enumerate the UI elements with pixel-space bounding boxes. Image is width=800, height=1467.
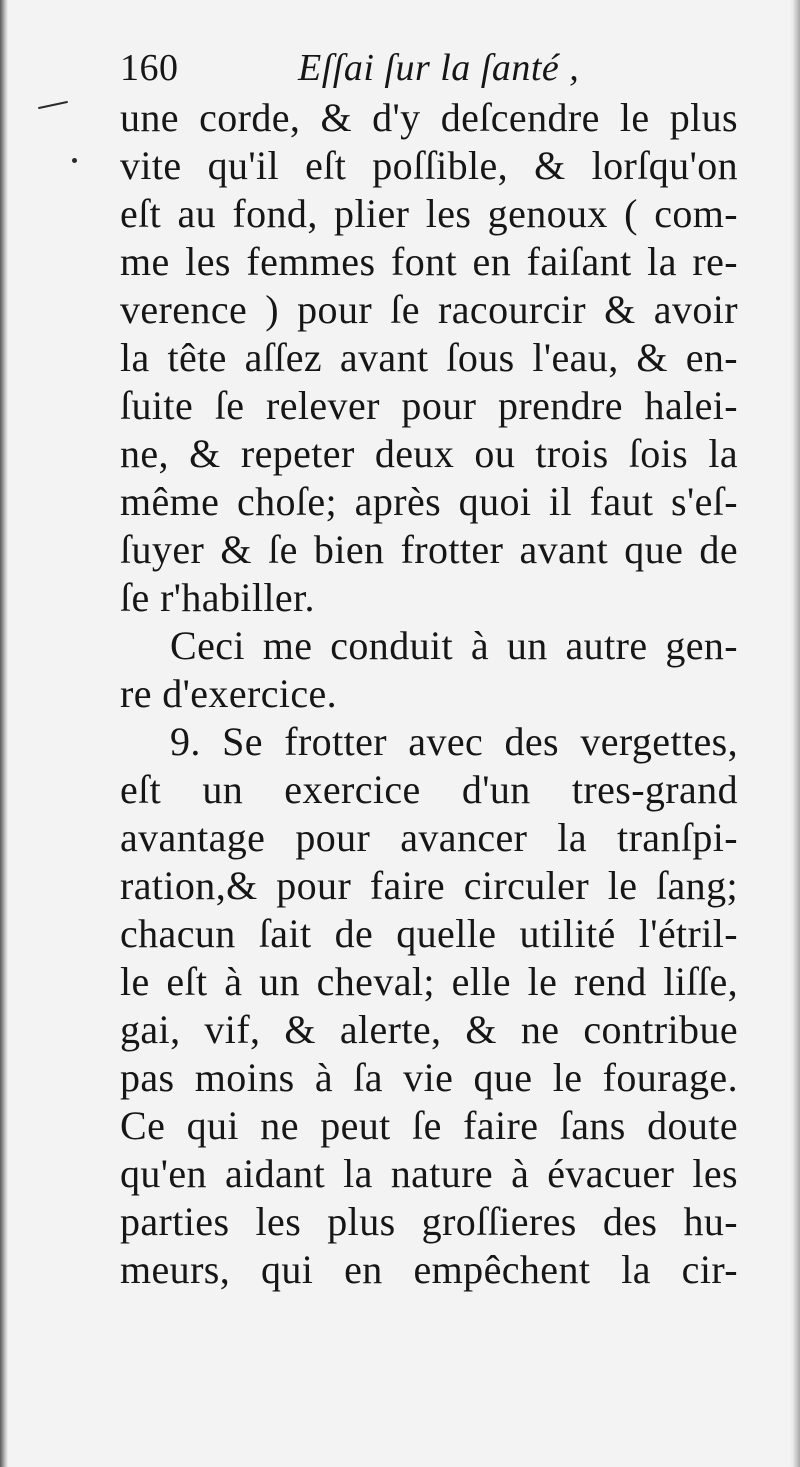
page-edge-shadow [790,0,800,1467]
text-line: meurs, qui en empêchent la cir- [120,1247,738,1292]
text-line: chacun ſait de quelle utilité l'étril- [120,911,738,956]
text-line: la tête aſſez avant ſous l'eau, & en- [120,335,738,380]
body-text [120,94,738,1294]
text-line: me les femmes font en faiſant la re- [120,239,738,284]
text-line: ne, & repeter deux ou trois ſois la [120,431,738,476]
text-line: eſt au fond, plier les genoux ( com- [120,191,738,236]
running-head [120,42,640,94]
text-line: parties les plus groſſieres des hu- [120,1199,738,1244]
text-line: ſuyer & ſe bien frotter avant que de [120,527,738,572]
margin-mark [38,101,68,109]
text-line: une corde, & d'y deſcendre le plus [120,95,738,140]
page-number: 160 [120,47,179,89]
text-line: eſt un exercice d'un tres-grand [120,767,738,812]
margin-mark [72,158,77,163]
text-line: même choſe; après quoi il faut s'eſ- [120,479,738,524]
text-line: ſe r'habiller. [120,575,315,620]
text-line: qu'en aidant la nature à évacuer les [120,1151,738,1196]
text-line: le eſt à un cheval; elle le rend liſſe, [120,959,738,1004]
text-line: Ce qui ne peut ſe faire ſans doute [120,1103,738,1148]
text-line: verence ) pour ſe racourcir & avoir [120,287,738,332]
text-line: ſuite ſe relever pour prendre halei- [120,383,738,428]
page-gutter-shadow [0,0,8,1467]
text-line: ration,& pour faire circuler le ſang; [120,863,738,908]
text-line: pas moins à ſa vie que le fourage. [120,1055,738,1100]
text-line: avantage pour avancer la tranſpi- [120,815,738,860]
text-line: Ceci me conduit à un autre gen- [170,623,738,668]
text-line: re d'exercice. [120,671,338,716]
text-line: vite qu'il eſt poſſible, & lorſqu'on [120,143,738,188]
running-title: Eſſai ſur la ſanté , [298,47,580,89]
text-line: 9. Se frotter avec des vergettes, [170,719,738,764]
text-line: gai, vif, & alerte, & ne contribue [120,1007,738,1052]
